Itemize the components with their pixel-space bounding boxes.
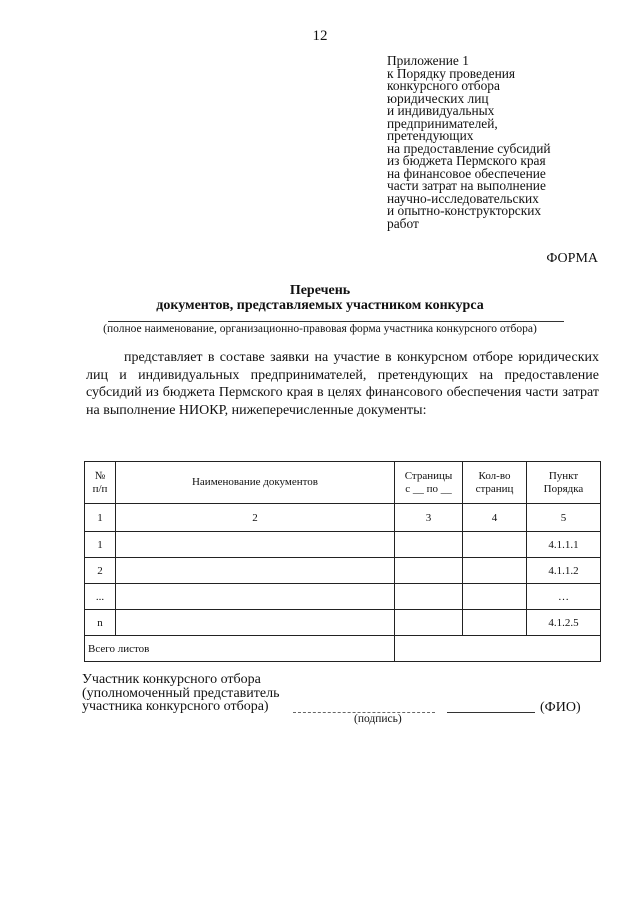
participant-caption: (полное наименование, организационно-правовая форма участника конкурсного отбора) — [103, 323, 537, 335]
row-num: 2 — [85, 558, 116, 584]
signature-caption: (подпись) — [354, 713, 402, 725]
appendix-line: части затрат на выполнение — [387, 178, 546, 193]
body-paragraph: представляет в составе заявки на участие в конкурсном отборе юридических лиц и индивидуальных предпринимателей, претендующих на предоставление субсидий из бюджета Пермского края в целях финансового обеспечения части затрат на выполнение НИОКР, нижеперечисленные документы: — [86, 350, 599, 418]
col-number: 3 — [395, 504, 463, 532]
header-name: Наименование документов — [116, 462, 395, 504]
signer-block — [82, 673, 279, 714]
participant-name-line — [108, 321, 564, 322]
row-name — [116, 610, 395, 636]
page-number: 12 — [312, 28, 328, 44]
table-row — [85, 558, 601, 584]
col-number: 1 — [85, 504, 116, 532]
row-name — [116, 558, 395, 584]
appendix-line: работ — [387, 215, 419, 231]
appendix-line: Приложение 1 — [387, 53, 469, 68]
row-clause: 4.1.2.5 — [527, 610, 601, 636]
appendix-line: к Порядку проведения — [387, 65, 516, 81]
row-name — [116, 532, 395, 558]
total-label: Всего листов — [85, 636, 395, 662]
appendix-block — [387, 55, 551, 230]
title-line-1: Перечень — [289, 283, 351, 298]
appendix-line: научно-исследовательских — [387, 190, 539, 206]
signer-line: (уполномоченный представитель — [82, 685, 280, 701]
row-num: n — [85, 610, 116, 636]
document-title — [0, 283, 640, 313]
header-clause: Пункт Порядка — [527, 462, 601, 504]
row-pages — [395, 584, 463, 610]
row-count — [463, 584, 527, 610]
row-num: ... — [85, 584, 116, 610]
appendix-line: юридических лиц — [387, 90, 489, 106]
column-number-row — [85, 504, 601, 532]
fio-line — [447, 712, 535, 713]
appendix-line: из бюджета Пермского края — [387, 153, 546, 168]
header-pages: Страницы с __ по __ — [395, 462, 463, 504]
row-clause: … — [527, 584, 601, 610]
row-pages — [395, 532, 463, 558]
row-count — [463, 532, 527, 558]
row-count — [463, 558, 527, 584]
appendix-line: и опытно-конструкторских — [387, 203, 542, 218]
row-pages — [395, 610, 463, 636]
table-row — [85, 532, 601, 558]
row-pages — [395, 558, 463, 584]
title-line-2: документов, представляемых участником конкурса — [156, 298, 484, 313]
signer-line: участника конкурсного отбора) — [82, 699, 269, 714]
header-count: Кол-во страниц — [463, 462, 527, 504]
appendix-line: на финансовое обеспечение — [387, 165, 546, 181]
documents-table — [84, 461, 601, 662]
total-row — [85, 636, 601, 662]
signer-line: Участник конкурсного отбора — [82, 672, 261, 687]
row-num: 1 — [85, 532, 116, 558]
table-header-row — [85, 462, 601, 504]
row-clause: 4.1.1.2 — [527, 558, 601, 584]
table-row — [85, 584, 601, 610]
appendix-line: на предоставление субсидий — [387, 140, 551, 156]
row-clause: 4.1.1.1 — [527, 532, 601, 558]
table-row — [85, 610, 601, 636]
total-value — [395, 636, 601, 662]
fio-label: (ФИО) — [540, 700, 581, 715]
row-count — [463, 610, 527, 636]
row-name — [116, 584, 395, 610]
appendix-line: претендующих — [387, 128, 474, 143]
appendix-line: предпринимателей, — [387, 115, 498, 131]
col-number: 2 — [116, 504, 395, 532]
col-number: 4 — [463, 504, 527, 532]
form-label: ФОРМА — [546, 251, 598, 266]
appendix-line: и индивидуальных — [387, 103, 495, 118]
appendix-line: конкурсного отбора — [387, 78, 500, 93]
col-number: 5 — [527, 504, 601, 532]
header-num: № п/п — [85, 462, 116, 504]
